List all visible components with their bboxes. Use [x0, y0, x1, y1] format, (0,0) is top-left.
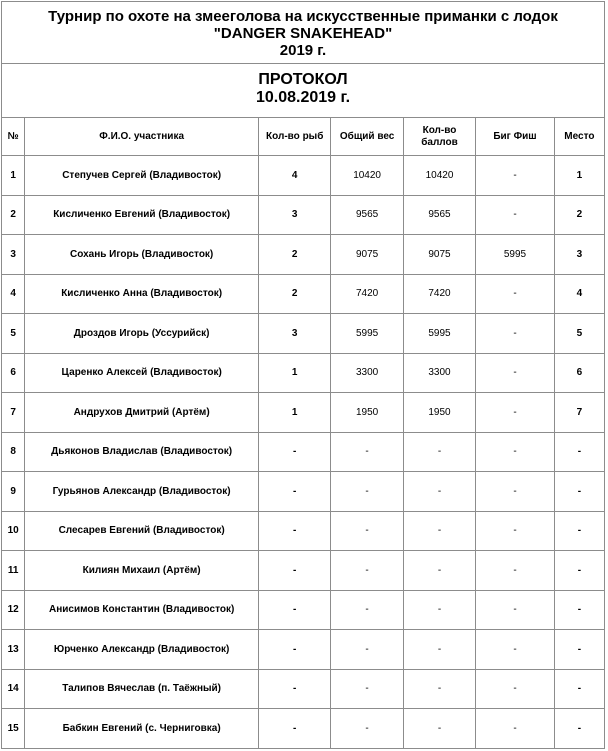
total-weight: -	[331, 432, 403, 472]
column-header-total-weight: Общий вес	[331, 118, 403, 156]
table-row	[2, 195, 604, 235]
protocol-label: ПРОТОКОЛ	[258, 71, 348, 88]
participant-name: Дьяконов Владислав (Владивосток)	[25, 432, 259, 472]
fish-count: 4	[259, 156, 331, 196]
points: -	[403, 630, 475, 670]
row-number: 11	[2, 551, 25, 591]
table-header-row	[2, 118, 604, 156]
place: 5	[554, 314, 604, 354]
place: -	[554, 630, 604, 670]
total-weight: 10420	[331, 156, 403, 196]
fish-count: -	[259, 432, 331, 472]
total-weight: 7420	[331, 274, 403, 314]
row-number: 3	[2, 235, 25, 275]
fish-count: -	[259, 511, 331, 551]
row-number: 8	[2, 432, 25, 472]
table-row	[2, 156, 604, 196]
big-fish: -	[476, 353, 555, 393]
fish-count: -	[259, 551, 331, 591]
points: -	[403, 472, 475, 512]
row-number: 14	[2, 669, 25, 709]
row-number: 1	[2, 156, 25, 196]
points: 1950	[403, 393, 475, 433]
place: -	[554, 472, 604, 512]
points: 9565	[403, 195, 475, 235]
big-fish: -	[476, 551, 555, 591]
column-header-place: Место	[554, 118, 604, 156]
participant-name: Кисличенко Евгений (Владивосток)	[25, 195, 259, 235]
points: -	[403, 709, 475, 749]
protocol-date: 10.08.2019 г.	[255, 89, 351, 106]
big-fish: -	[476, 393, 555, 433]
row-number: 12	[2, 590, 25, 630]
title-line-3: 2019 г.	[279, 42, 327, 59]
points: -	[403, 511, 475, 551]
row-number: 15	[2, 709, 25, 749]
total-weight: -	[331, 590, 403, 630]
fish-count: -	[259, 472, 331, 512]
big-fish: -	[476, 590, 555, 630]
participant-name: Степучев Сергей (Владивосток)	[25, 156, 259, 196]
participant-name: Килиян Михаил (Артём)	[25, 551, 259, 591]
participant-name: Анисимов Константин (Владивосток)	[25, 590, 259, 630]
big-fish: -	[476, 156, 555, 196]
fish-count: -	[259, 590, 331, 630]
place: 4	[554, 274, 604, 314]
big-fish: -	[476, 314, 555, 354]
big-fish: -	[476, 669, 555, 709]
fish-count: 1	[259, 393, 331, 433]
protocol-heading	[2, 64, 604, 118]
row-number: 13	[2, 630, 25, 670]
table-row	[2, 274, 604, 314]
points: 7420	[403, 274, 475, 314]
fish-count: 3	[259, 314, 331, 354]
row-number: 2	[2, 195, 25, 235]
participant-name: Андрухов Дмитрий (Артём)	[25, 393, 259, 433]
place: -	[554, 432, 604, 472]
table-row	[2, 590, 604, 630]
fish-count: 2	[259, 274, 331, 314]
place: -	[554, 709, 604, 749]
total-weight: 9075	[331, 235, 403, 275]
total-weight: 3300	[331, 353, 403, 393]
place: 2	[554, 195, 604, 235]
participant-name: Царенко Алексей (Владивосток)	[25, 353, 259, 393]
total-weight: -	[331, 709, 403, 749]
fish-count: 3	[259, 195, 331, 235]
total-weight: 9565	[331, 195, 403, 235]
participant-name: Гурьянов Александр (Владивосток)	[25, 472, 259, 512]
row-number: 4	[2, 274, 25, 314]
fish-count: -	[259, 709, 331, 749]
protocol-sheet	[1, 1, 605, 749]
place: 3	[554, 235, 604, 275]
total-weight: -	[331, 669, 403, 709]
participant-name: Бабкин Евгений (с. Черниговка)	[25, 709, 259, 749]
row-number: 10	[2, 511, 25, 551]
big-fish: -	[476, 630, 555, 670]
fish-count: 1	[259, 353, 331, 393]
table-row	[2, 511, 604, 551]
participant-name: Талипов Вячеслав (п. Таёжный)	[25, 669, 259, 709]
place: -	[554, 590, 604, 630]
fish-count: -	[259, 669, 331, 709]
table-row	[2, 235, 604, 275]
title-line-2: "DANGER SNAKEHEAD"	[213, 25, 393, 42]
column-header-points: Кол-во баллов	[403, 118, 475, 156]
total-weight: -	[331, 472, 403, 512]
participant-name: Сохань Игорь (Владивосток)	[25, 235, 259, 275]
row-number: 6	[2, 353, 25, 393]
big-fish: -	[476, 195, 555, 235]
big-fish: -	[476, 274, 555, 314]
table-row	[2, 630, 604, 670]
fish-count: 2	[259, 235, 331, 275]
fish-count: -	[259, 630, 331, 670]
big-fish: -	[476, 472, 555, 512]
place: 6	[554, 353, 604, 393]
participant-name: Кисличенко Анна (Владивосток)	[25, 274, 259, 314]
row-number: 9	[2, 472, 25, 512]
big-fish: -	[476, 709, 555, 749]
place: -	[554, 511, 604, 551]
points: -	[403, 432, 475, 472]
results-table	[2, 118, 604, 749]
total-weight: -	[331, 551, 403, 591]
table-row	[2, 709, 604, 749]
row-number: 5	[2, 314, 25, 354]
table-row	[2, 472, 604, 512]
column-header-number: №	[2, 118, 25, 156]
table-row	[2, 314, 604, 354]
table-row	[2, 669, 604, 709]
column-header-name: Ф.И.О. участника	[25, 118, 259, 156]
big-fish: 5995	[476, 235, 555, 275]
table-row	[2, 432, 604, 472]
place: -	[554, 551, 604, 591]
total-weight: 1950	[331, 393, 403, 433]
place: 7	[554, 393, 604, 433]
results-table-body	[2, 156, 604, 749]
place: -	[554, 669, 604, 709]
total-weight: -	[331, 511, 403, 551]
points: 5995	[403, 314, 475, 354]
place: 1	[554, 156, 604, 196]
table-row	[2, 551, 604, 591]
points: -	[403, 590, 475, 630]
total-weight: -	[331, 630, 403, 670]
participant-name: Дроздов Игорь (Уссурийск)	[25, 314, 259, 354]
column-header-fish-count: Кол-во рыб	[259, 118, 331, 156]
participant-name: Слесарев Евгений (Владивосток)	[25, 511, 259, 551]
big-fish: -	[476, 432, 555, 472]
points: -	[403, 669, 475, 709]
points: 10420	[403, 156, 475, 196]
total-weight: 5995	[331, 314, 403, 354]
points: -	[403, 551, 475, 591]
participant-name: Юрченко Александр (Владивосток)	[25, 630, 259, 670]
tournament-title	[2, 2, 604, 64]
table-row	[2, 393, 604, 433]
title-line-1: Турнир по охоте на змееголова на искусственные приманки с лодок	[48, 8, 558, 25]
table-row	[2, 353, 604, 393]
column-header-big-fish: Биг Фиш	[476, 118, 555, 156]
big-fish: -	[476, 511, 555, 551]
points: 9075	[403, 235, 475, 275]
points: 3300	[403, 353, 475, 393]
row-number: 7	[2, 393, 25, 433]
